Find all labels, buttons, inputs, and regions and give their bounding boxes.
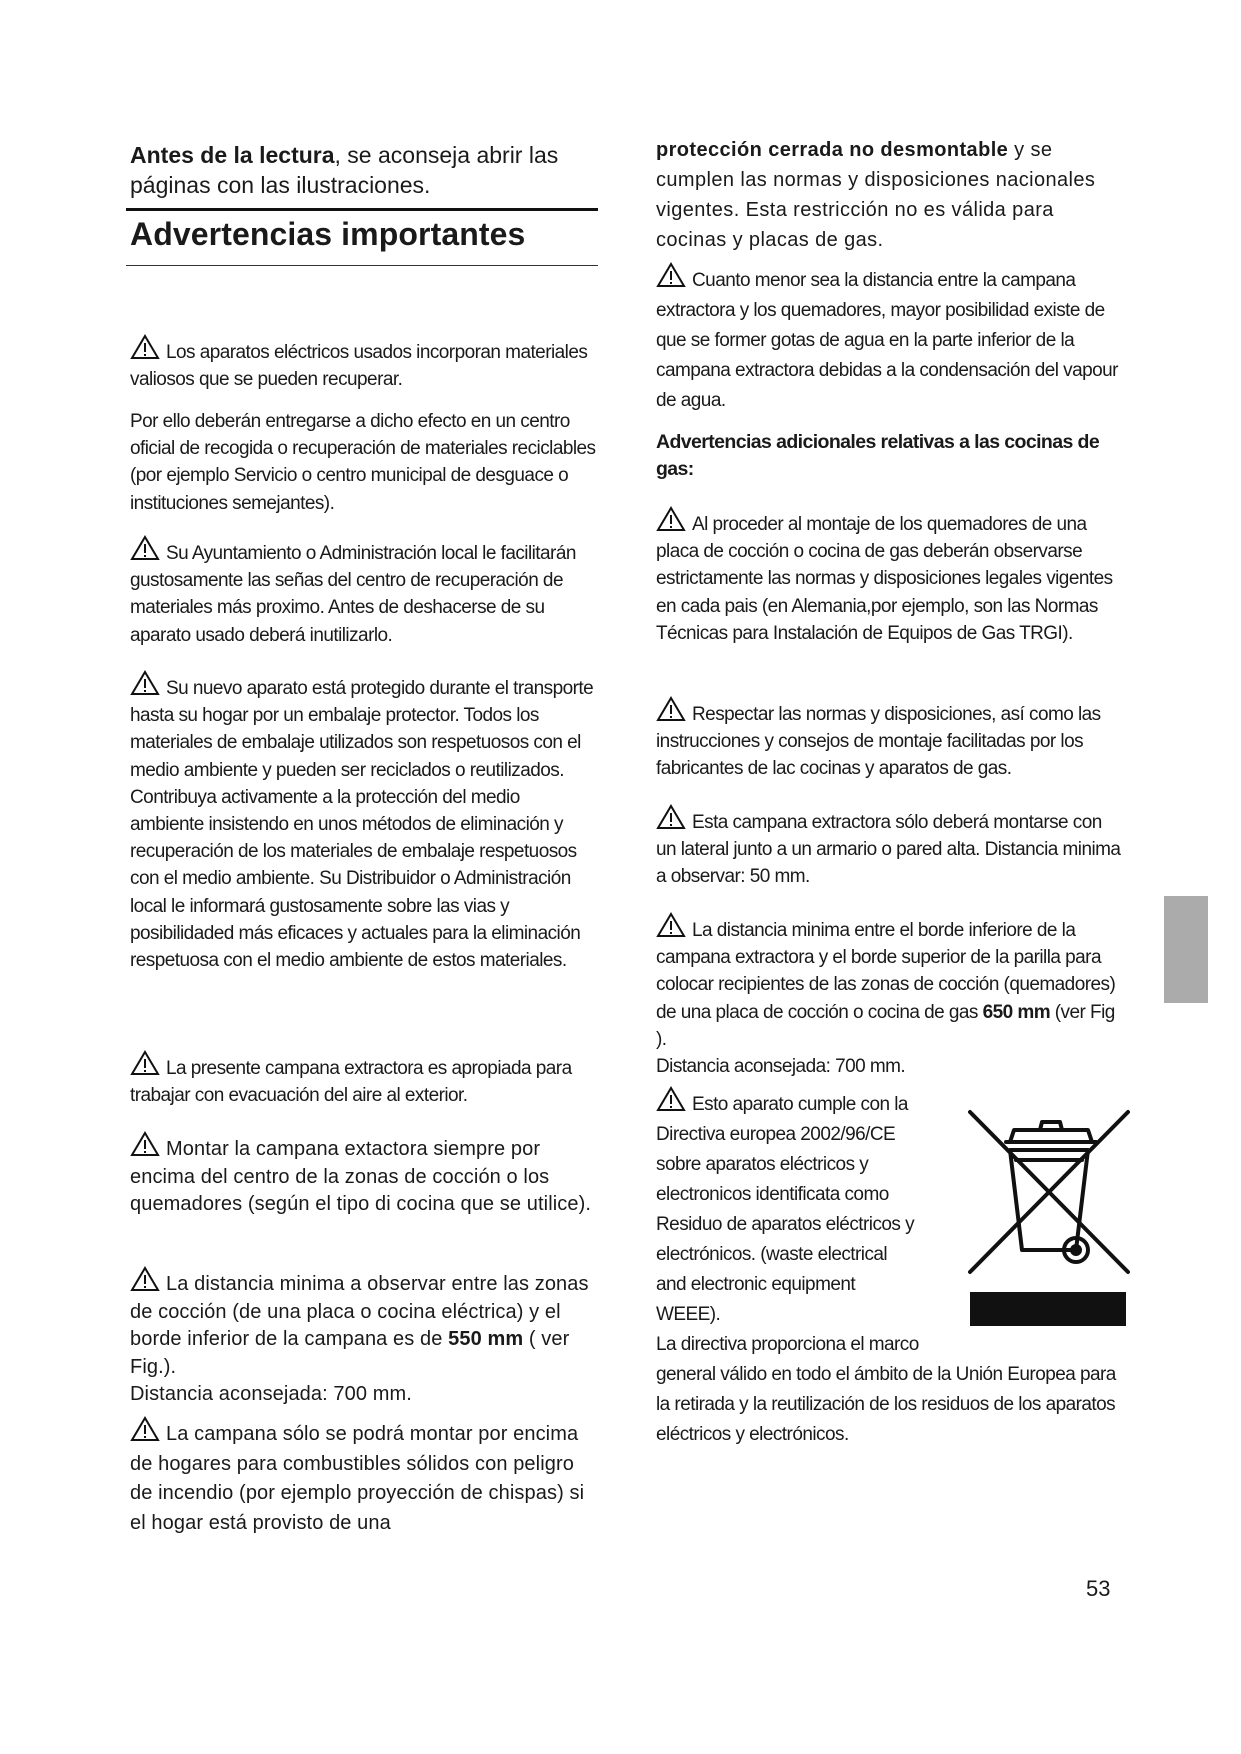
- paragraph-collection-centre: Por ello deberán entregarse a dicho efecto en un centro oficial de recogida o recuperación de materiales reciclables (por ejemplo Servicio o centro municipal de desguace o instituciones semejantes).: [130, 411, 596, 514]
- warning-solid-fuel: [130, 1416, 598, 1538]
- protection-bold: protección cerrada no desmontable: [656, 139, 1009, 161]
- protection-rest: y se cumplen las normas y disposiciones nacionales vigentes. Esta restricción no es válida para cocinas y placas de gas.: [656, 139, 1096, 251]
- warning-icon: [656, 696, 686, 722]
- recommended-distance: Distancia aconsejada: 700 mm.: [656, 1056, 906, 1078]
- intro-rest: , se aconseja abrir las páginas con las ilustraciones.: [130, 142, 559, 198]
- weee-tail: general válido en todo el ámbito de la Unión Europea para la retirada y la reutilización de los residuos de los aparatos eléctricos y electrónicos.: [656, 1364, 1116, 1445]
- weee-line: Esto aparato cumple con la: [656, 1086, 1126, 1120]
- warning-icon: [656, 262, 686, 288]
- title-rule-bottom: [126, 265, 598, 266]
- warning-text-end: ( ver Fig.).: [130, 1328, 570, 1378]
- warning-icon: [130, 1266, 160, 1292]
- warning-text: La campana sólo se podrá montar por encima de hogares para combustibles sólidos con peligro de incendio (por ejemplo proyección de chispas) si el hogar está provisto de una: [130, 1423, 585, 1534]
- warning-text: Montar la campana extactora siempre por encima del centro de la zonas de cocción o los quemadores (según el tipo di cocina que se utilice).: [130, 1138, 592, 1215]
- distance-value: 550 mm: [448, 1328, 524, 1350]
- weee-line: La directiva proporciona el marco: [656, 1334, 919, 1355]
- gas-cookers-subheading: Advertencias adicionales relativas a las cocinas de gas:: [656, 431, 1100, 480]
- warning-icon: [656, 912, 686, 938]
- warning-icon: [130, 1416, 160, 1442]
- warning-text: Los aparatos eléctricos usados incorporan materiales valiosos que se pueden recuperar.: [130, 342, 588, 391]
- intro-bold: Antes de la lectura: [130, 142, 335, 168]
- warning-exterior-evacuation: [130, 1050, 598, 1109]
- warning-text: La presente campana extractora es apropiada para trabajar con evacuación del aire al exterior.: [130, 1058, 572, 1107]
- weee-line: Directiva europea 2002/96/CE: [656, 1124, 896, 1145]
- section-tab-marker: [1164, 896, 1208, 1003]
- weee-line: sobre aparatos eléctricos y: [656, 1154, 869, 1175]
- weee-line: and electronic equipment: [656, 1274, 856, 1295]
- warning-icon: [130, 1131, 160, 1157]
- warning-minimum-distance-electric: [130, 1266, 598, 1409]
- distance-value: 650 mm: [982, 1001, 1051, 1023]
- intro-text: [130, 140, 598, 200]
- warning-gas-regulations: [656, 506, 1126, 647]
- warning-text: Al proceder al montaje de los quemadores de una placa de cocción o cocina de gas deberán observarse estrictamente las normas y disposiciones legales vigentes en cada pais (en Alemania,por ejemplo, son las Normas Técnicas para Instalación de Equipos de Gas TRGI).: [656, 514, 1113, 644]
- warning-icon: [656, 1086, 686, 1112]
- warning-text: Respectar las normas y disposiciones, así como las instrucciones y consejos de montaje facilitadas por los fabricantes de lac cocinas y aparatos de gas.: [656, 704, 1101, 780]
- warning-text: La distancia minima a observar entre las zonas de cocción (de una placa o cocina eléctrica) y el borde inferior de la campana es de: [130, 1273, 589, 1350]
- warning-icon: [130, 334, 160, 360]
- warning-text: Esta campana extractora sólo deberá montarse con un lateral junto a un armario o pared alta. Distancia minima a observar: 50 mm.: [656, 812, 1121, 888]
- warning-manufacturer-instructions: [656, 696, 1126, 783]
- warning-recyclable-materials: [130, 334, 598, 393]
- warning-icon: [130, 670, 160, 696]
- warning-text: La distancia minima entre el borde inferiore de la campana extractora y el borde superior de la parilla para colocar recipientes de las zonas de cocción (quemadores) de una placa de cocción o cocina de gas: [656, 920, 1116, 1023]
- warning-icon: [130, 535, 160, 561]
- weee-line: electronicos identificata como: [656, 1184, 889, 1205]
- warning-mount-centered: [130, 1131, 598, 1219]
- weee-line: Residuo de aparatos eléctricos y: [656, 1214, 915, 1235]
- weee-line: WEEE).: [656, 1304, 721, 1325]
- warning-icon: [656, 506, 686, 532]
- warning-text: Su Ayuntamiento o Administración local le facilitarán gustosamente las señas del centro de recuperación de materiales más proximo. Antes de deshacerse de su aparato usado deberá inutilizarlo.: [130, 543, 576, 646]
- warning-side-mounting: [656, 804, 1126, 891]
- warning-text: Su nuevo aparato está protegido durante el transporte hasta su hogar por un embalaje protector. Todos los materiales de embalaje utilizados son respetuosos con el medio ambiente y pueden ser reciclados o reutilizados. Contribuya activamente a la protección del medio ambiente insistendo en unos métodos de eliminación y recuperación de los materiales de embalaje respetuosos con el medio ambiente. Su Distribuidor o Administración local le informará gustosamente sobre las vias y posibilidaded más eficaces y actuales para la eliminación respetuosa con el medio ambiente de estos materiales.: [130, 678, 594, 972]
- page-number: 53: [1086, 1576, 1111, 1601]
- warning-icon: [130, 1050, 160, 1076]
- paragraph-fixed-protection: [656, 135, 1126, 255]
- warning-condensation: [656, 262, 1126, 416]
- weee-crossed-bin-icon: [966, 1100, 1132, 1338]
- warning-icon: [656, 804, 686, 830]
- warning-local-administration: [130, 535, 598, 649]
- weee-line: electrónicos. (waste electrical: [656, 1244, 888, 1265]
- warning-text-end: (ver Fig ).: [656, 1001, 1115, 1050]
- warning-packaging: [130, 670, 598, 974]
- title-rule-top: [126, 208, 598, 211]
- recommended-distance: Distancia aconsejada: 700 mm.: [130, 1383, 412, 1405]
- warning-minimum-distance-gas: [656, 912, 1126, 1080]
- warning-text: Cuanto menor sea la distancia entre la campana extractora y los quemadores, mayor posibilidad existe de que se former gotas de agua en la parte inferior de la campana extractora debidas a la condensación del vapour de agua.: [656, 270, 1118, 411]
- page-title: Advertencias importantes: [130, 216, 526, 252]
